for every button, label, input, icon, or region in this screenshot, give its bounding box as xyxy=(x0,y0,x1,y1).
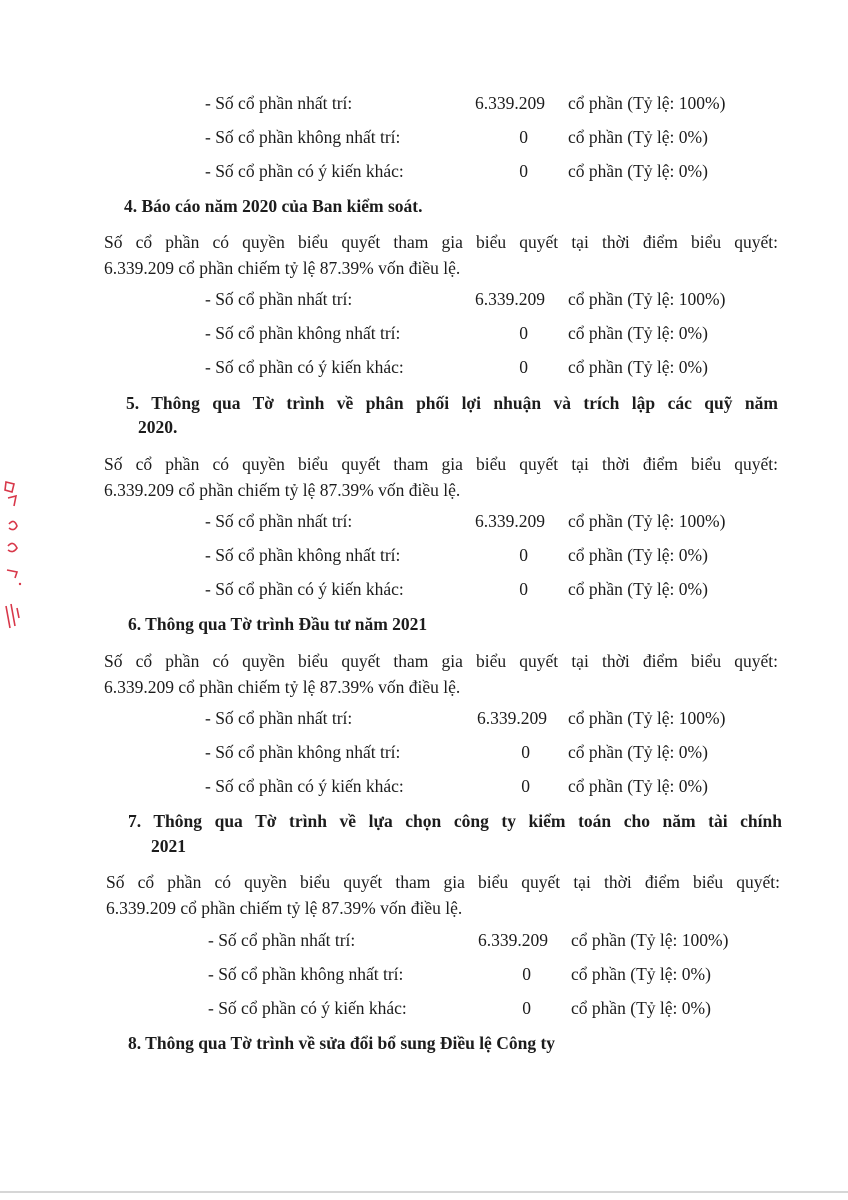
vote-label: - Số cổ phần không nhất trí: xyxy=(208,964,404,984)
vote-count: 0 xyxy=(519,127,528,147)
section-paragraph-line: Số cổ phần có quyền biểu quyết tham gia biểu quyết tại thời điểm biểu quyết: xyxy=(104,232,778,252)
vote-unit: cổ phần (Tỷ lệ: 0%) xyxy=(568,579,708,599)
section-paragraph-line: Số cổ phần có quyền biểu quyết tham gia biểu quyết tại thời điểm biểu quyết: xyxy=(104,454,778,474)
scan-edge-divider xyxy=(0,1191,848,1193)
vote-count: 6.339.209 xyxy=(475,93,545,113)
vote-count: 0 xyxy=(519,323,528,343)
vote-unit: cổ phần (Tỷ lệ: 0%) xyxy=(571,998,711,1018)
red-stamp-seal xyxy=(0,480,26,630)
vote-count: 0 xyxy=(521,742,530,762)
vote-count: 0 xyxy=(522,998,531,1018)
vote-label: - Số cổ phần nhất trí: xyxy=(205,708,353,728)
vote-unit: cổ phần (Tỷ lệ: 100%) xyxy=(568,93,726,113)
vote-unit: cổ phần (Tỷ lệ: 100%) xyxy=(568,708,726,728)
vote-label: - Số cổ phần không nhất trí: xyxy=(205,323,401,343)
vote-count: 0 xyxy=(519,161,528,181)
section-title-continued: 2021 xyxy=(151,836,186,856)
section-title: 8. Thông qua Tờ trình về sửa đổi bổ sung Điều lệ Công ty xyxy=(128,1033,556,1053)
vote-count: 0 xyxy=(519,579,528,599)
section-title: 5. Thông qua Tờ trình về phân phối lợi nhuận và trích lập các quỹ năm xyxy=(126,393,778,413)
vote-count: 6.339.209 xyxy=(477,708,547,728)
vote-count: 6.339.209 xyxy=(478,930,548,950)
section-paragraph-line: 6.339.209 cổ phần chiếm tỷ lệ 87.39% vốn điều lệ. xyxy=(104,258,461,278)
vote-unit: cổ phần (Tỷ lệ: 0%) xyxy=(568,742,708,762)
vote-count: 0 xyxy=(521,776,530,796)
vote-unit: cổ phần (Tỷ lệ: 0%) xyxy=(568,161,708,181)
section-paragraph-line: 6.339.209 cổ phần chiếm tỷ lệ 87.39% vốn điều lệ. xyxy=(106,898,463,918)
section-paragraph-line: Số cổ phần có quyền biểu quyết tham gia biểu quyết tại thời điểm biểu quyết: xyxy=(106,872,780,892)
vote-label: - Số cổ phần không nhất trí: xyxy=(205,545,401,565)
section-paragraph-line: 6.339.209 cổ phần chiếm tỷ lệ 87.39% vốn điều lệ. xyxy=(104,677,461,697)
vote-unit: cổ phần (Tỷ lệ: 0%) xyxy=(568,545,708,565)
vote-label: - Số cổ phần có ý kiến khác: xyxy=(205,579,404,599)
vote-unit: cổ phần (Tỷ lệ: 0%) xyxy=(571,964,711,984)
vote-label: - Số cổ phần có ý kiến khác: xyxy=(205,776,404,796)
section-paragraph-line: Số cổ phần có quyền biểu quyết tham gia biểu quyết tại thời điểm biểu quyết: xyxy=(104,651,778,671)
section-title: 6. Thông qua Tờ trình Đầu tư năm 2021 xyxy=(128,614,428,634)
vote-count: 6.339.209 xyxy=(475,289,545,309)
vote-unit: cổ phần (Tỷ lệ: 100%) xyxy=(571,930,729,950)
section-paragraph-line: 6.339.209 cổ phần chiếm tỷ lệ 87.39% vốn điều lệ. xyxy=(104,480,461,500)
vote-label: - Số cổ phần không nhất trí: xyxy=(205,742,401,762)
vote-unit: cổ phần (Tỷ lệ: 0%) xyxy=(568,357,708,377)
vote-label: - Số cổ phần có ý kiến khác: xyxy=(208,998,407,1018)
vote-unit: cổ phần (Tỷ lệ: 0%) xyxy=(568,776,708,796)
vote-label: - Số cổ phần có ý kiến khác: xyxy=(205,161,404,181)
vote-count: 0 xyxy=(522,964,531,984)
section-title: 7. Thông qua Tờ trình về lựa chọn công ty kiểm toán cho năm tài chính xyxy=(128,811,782,831)
vote-count: 0 xyxy=(519,545,528,565)
vote-label: - Số cổ phần không nhất trí: xyxy=(205,127,401,147)
section-title-continued: 2020. xyxy=(138,417,178,437)
section-title: 4. Báo cáo năm 2020 của Ban kiểm soát. xyxy=(124,196,423,216)
vote-unit: cổ phần (Tỷ lệ: 0%) xyxy=(568,323,708,343)
vote-unit: cổ phần (Tỷ lệ: 100%) xyxy=(568,511,726,531)
vote-unit: cổ phần (Tỷ lệ: 0%) xyxy=(568,127,708,147)
vote-label: - Số cổ phần nhất trí: xyxy=(205,511,353,531)
vote-count: 0 xyxy=(519,357,528,377)
vote-unit: cổ phần (Tỷ lệ: 100%) xyxy=(568,289,726,309)
vote-label: - Số cổ phần nhất trí: xyxy=(205,289,353,309)
vote-label: - Số cổ phần có ý kiến khác: xyxy=(205,357,404,377)
vote-label: - Số cổ phần nhất trí: xyxy=(208,930,356,950)
vote-label: - Số cổ phần nhất trí: xyxy=(205,93,353,113)
vote-count: 6.339.209 xyxy=(475,511,545,531)
